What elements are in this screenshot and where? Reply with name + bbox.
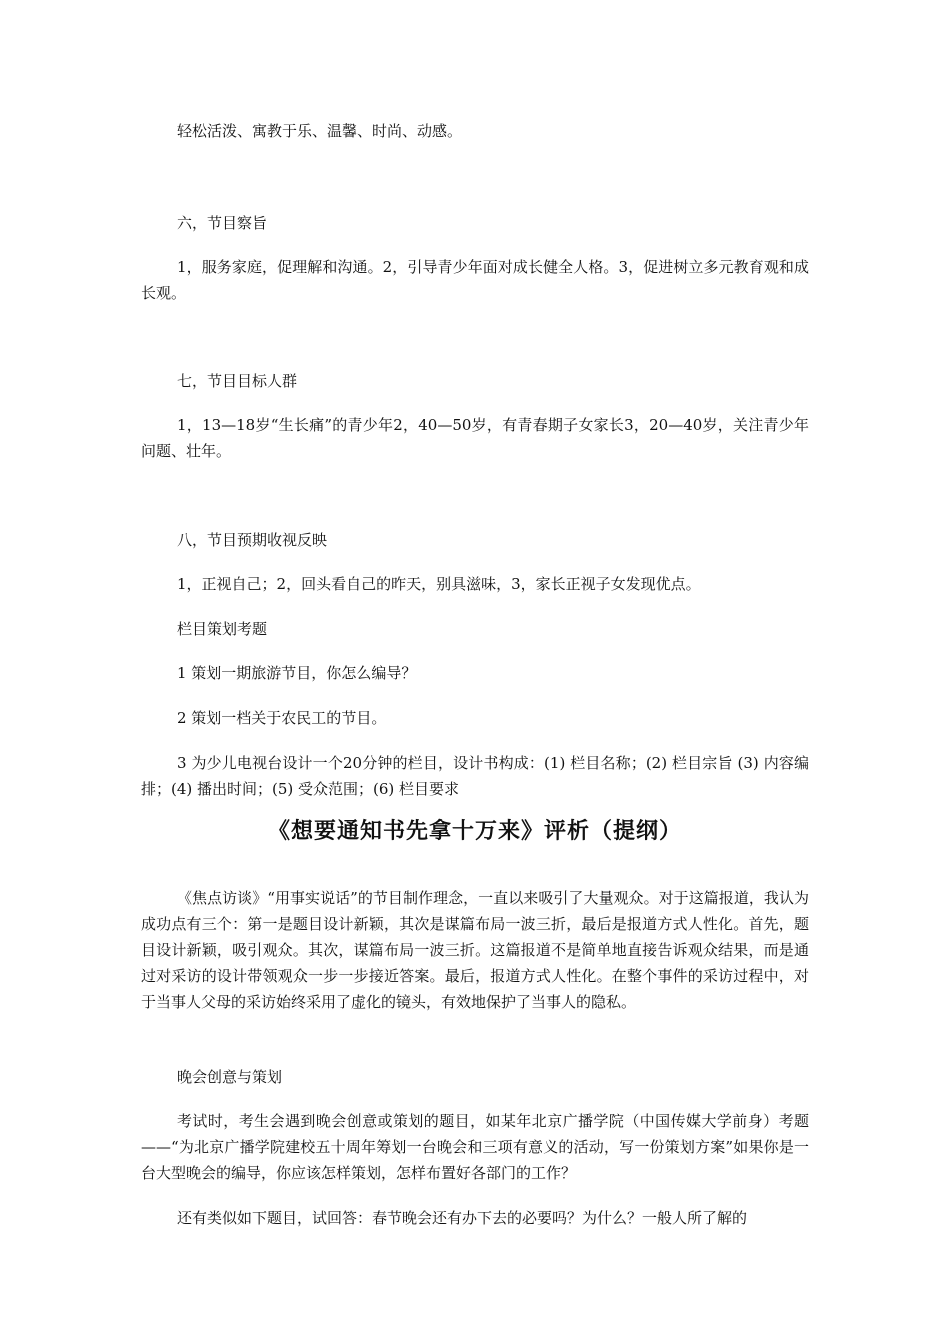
exam-item-2: 2 策划一档关于农民工的节目。 bbox=[177, 709, 387, 727]
paragraph-analysis: 《焦点访谈》“用事实说话”的节目制作理念，一直以来吸引了大量观众。对于这篇报道，我认为成功点有三个：第一是题目设计新颖，其次是谋篇布局一波三折，最后是报道方式人性化。首先，题目设计新颖，吸引观众。其次，谋篇布局一波三折。这篇报道不是简单地直接告诉观众结果，而是通过对采访的设计带领观众一步一步接近答案。最后，报道方式人性化。在整个事件的采访过程中，对于当事人父母的采访始终采用了虚化的镜头，有效地保护了当事人的隐私。 bbox=[141, 889, 809, 1011]
paragraph-audience: 1，13—18岁“生长痛”的青少年2，40—50岁，有青春期子女家长3，20—40岁，关注青少年问题、壮年。 bbox=[141, 416, 809, 460]
subheading-exam-topics: 栏目策划考题 bbox=[177, 620, 268, 638]
exam-item-3: 3 为少儿电视台设计一个20分钟的栏目，设计书构成：(1) 栏目名称；(2) 栏目宗旨 (3) 内容编排；(4) 播出时间；(5) 受众范围；(6) 栏目要求 bbox=[141, 754, 809, 798]
paragraph-style: 轻松活泼、寓教于乐、温馨、时尚、动感。 bbox=[177, 122, 463, 140]
paragraph-purpose: 1，服务家庭，促理解和沟通。2，引导青少年面对成长健全人格。3，促进树立多元教育观和成长观。 bbox=[141, 258, 809, 302]
section-heading-six: 六，节目察旨 bbox=[177, 214, 268, 232]
exam-item-1: 1 策划一期旅游节目，你怎么编导？ bbox=[177, 664, 417, 682]
paragraph-question: 还有类似如下题目，试回答：春节晚会还有办下去的必要吗？为什么？一般人所了解的 bbox=[177, 1209, 748, 1227]
section-heading-eight: 八，节目预期收视反映 bbox=[177, 531, 328, 549]
section-heading-seven: 七，节目目标人群 bbox=[177, 372, 298, 390]
paragraph-reaction: 1，正视自己；2，回头看自己的昨天，别具滋味，3，家长正视子女发现优点。 bbox=[177, 575, 701, 593]
page-title: 《想要通知书先拿十万来》评析（提纲） bbox=[267, 818, 682, 844]
paragraph-gala-exam: 考试时，考生会遇到晚会创意或策划的题目，如某年北京广播学院（中国传媒大学前身）考题——“为北京广播学院建校五十周年筹划一台晚会和三项有意义的活动，写一份策划方案”如果你是一台大型晚会的编导，你应该怎样策划，怎样布置好各部门的工作？ bbox=[141, 1112, 809, 1182]
subheading-gala: 晚会创意与策划 bbox=[177, 1068, 283, 1086]
